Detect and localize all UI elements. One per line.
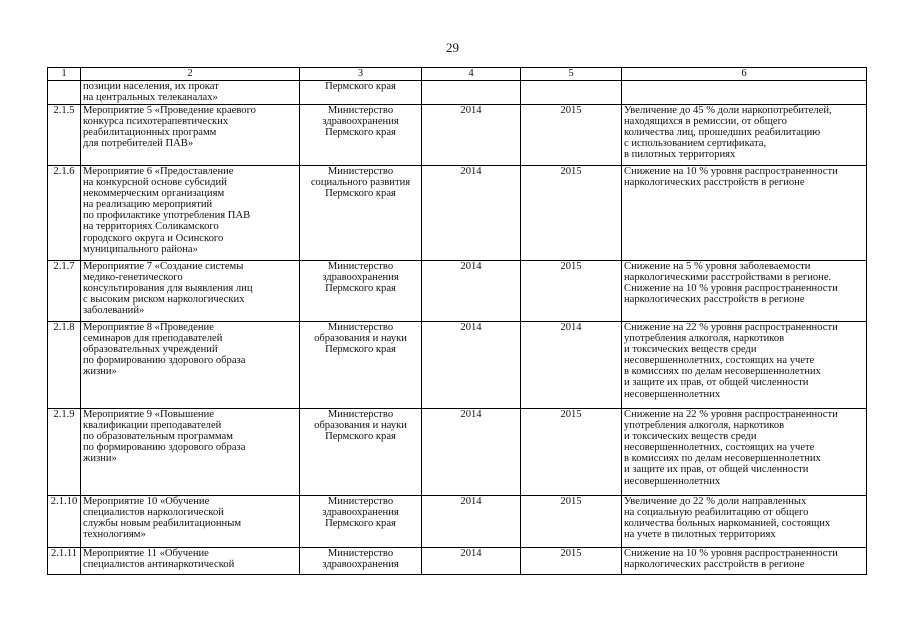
column-header: 3 <box>300 68 422 81</box>
table-row <box>48 261 867 322</box>
start-year: 2014 <box>422 322 521 409</box>
executor: Министерство здравоохранения Пермского края <box>300 496 422 548</box>
table-row <box>48 322 867 409</box>
column-header: 4 <box>422 68 521 81</box>
column-header: 2 <box>81 68 300 81</box>
row-number: 2.1.9 <box>48 409 81 496</box>
column-header: 5 <box>521 68 622 81</box>
end-year: 2015 <box>521 548 622 575</box>
table-row <box>48 496 867 548</box>
expected-result: Снижение на 22 % уровня распространенности употребления алкоголя, наркотиков и токсических веществ среди несовершеннолетних, состоящих на учете в комиссиях по делам несовершеннолетних и защите их прав, от общей численности несовершеннолетних <box>622 409 867 496</box>
start-year: 2014 <box>422 409 521 496</box>
measure-name: Мероприятие 7 «Создание системы медико-генетического консультирования для выявления лиц с высоким риском наркологических заболеваний» <box>81 261 300 322</box>
row-number: 2.1.11 <box>48 548 81 575</box>
executor: Министерство образования и науки Пермского края <box>300 409 422 496</box>
measure-name: Мероприятие 11 «Обучение специалистов антинаркотической <box>81 548 300 575</box>
column-header: 1 <box>48 68 81 81</box>
start-year: 2014 <box>422 548 521 575</box>
end-year: 2015 <box>521 496 622 548</box>
end-year: 2015 <box>521 261 622 322</box>
table-row <box>48 166 867 261</box>
measure-name: позиции населения, их прокат на центральных телеканалах» <box>81 81 300 105</box>
row-number: 2.1.7 <box>48 261 81 322</box>
row-number: 2.1.6 <box>48 166 81 261</box>
measure-name: Мероприятие 6 «Предоставление на конкурсной основе субсидий некоммерческим организациям на реализацию мероприятий по профилактике употребления ПАВ на территориях Соликамского городского округа и Осинского муниципального района» <box>81 166 300 261</box>
end-year: 2015 <box>521 166 622 261</box>
end-year: 2015 <box>521 105 622 166</box>
executor: Министерство образования и науки Пермского края <box>300 322 422 409</box>
row-number: 2.1.5 <box>48 105 81 166</box>
table-row <box>48 548 867 575</box>
executor: Министерство здравоохранения Пермского края <box>300 261 422 322</box>
table-row <box>48 81 867 105</box>
measure-name: Мероприятие 9 «Повышение квалификации преподавателей по образовательным программам по формированию здорового образа жизни» <box>81 409 300 496</box>
table-header-row <box>48 68 867 81</box>
measure-name: Мероприятие 10 «Обучение специалистов наркологической службы новым реабилитационным технологиям» <box>81 496 300 548</box>
end-year <box>521 81 622 105</box>
expected-result <box>622 81 867 105</box>
start-year: 2014 <box>422 261 521 322</box>
expected-result: Снижение на 10 % уровня распространенности наркологических расстройств в регионе <box>622 548 867 575</box>
end-year: 2014 <box>521 322 622 409</box>
row-number: 2.1.8 <box>48 322 81 409</box>
expected-result: Снижение на 5 % уровня заболеваемости наркологическими расстройствами в регионе. Снижение на 10 % уровня распространенности наркологических расстройств в регионе <box>622 261 867 322</box>
row-number: 2.1.10 <box>48 496 81 548</box>
start-year: 2014 <box>422 496 521 548</box>
expected-result: Снижение на 10 % уровня распространенности наркологических расстройств в регионе <box>622 166 867 261</box>
start-year: 2014 <box>422 166 521 261</box>
executor: Министерство здравоохранения Пермского края <box>300 105 422 166</box>
executor: Пермского края <box>300 81 422 105</box>
page-number: 29 <box>446 40 459 55</box>
measures-table <box>47 67 867 575</box>
start-year: 2014 <box>422 105 521 166</box>
measure-name: Мероприятие 5 «Проведение краевого конкурса психотерапевтических реабилитационных программ для потребителей ПАВ» <box>81 105 300 166</box>
table-row <box>48 409 867 496</box>
start-year <box>422 81 521 105</box>
expected-result: Увеличение до 22 % доли направленных на социальную реабилитацию от общего количества больных наркоманией, состоящих на учете в пилотных территориях <box>622 496 867 548</box>
executor: Министерство здравоохранения <box>300 548 422 575</box>
expected-result: Увеличение до 45 % доли наркопотребителей, находящихся в ремиссии, от общего количества лиц, прошедших реабилитацию с использованием сертификата, в пилотных территориях <box>622 105 867 166</box>
executor: Министерство социального развития Пермского края <box>300 166 422 261</box>
end-year: 2015 <box>521 409 622 496</box>
measure-name: Мероприятие 8 «Проведение семинаров для преподавателей образовательных учреждений по формированию здорового образа жизни» <box>81 322 300 409</box>
expected-result: Снижение на 22 % уровня распространенности употребления алкоголя, наркотиков и токсических веществ среди несовершеннолетних, состоящих на учете в комиссиях по делам несовершеннолетних и защите их прав, от общей численности несовершеннолетних <box>622 322 867 409</box>
row-number <box>48 81 81 105</box>
table-row <box>48 105 867 166</box>
column-header: 6 <box>622 68 867 81</box>
